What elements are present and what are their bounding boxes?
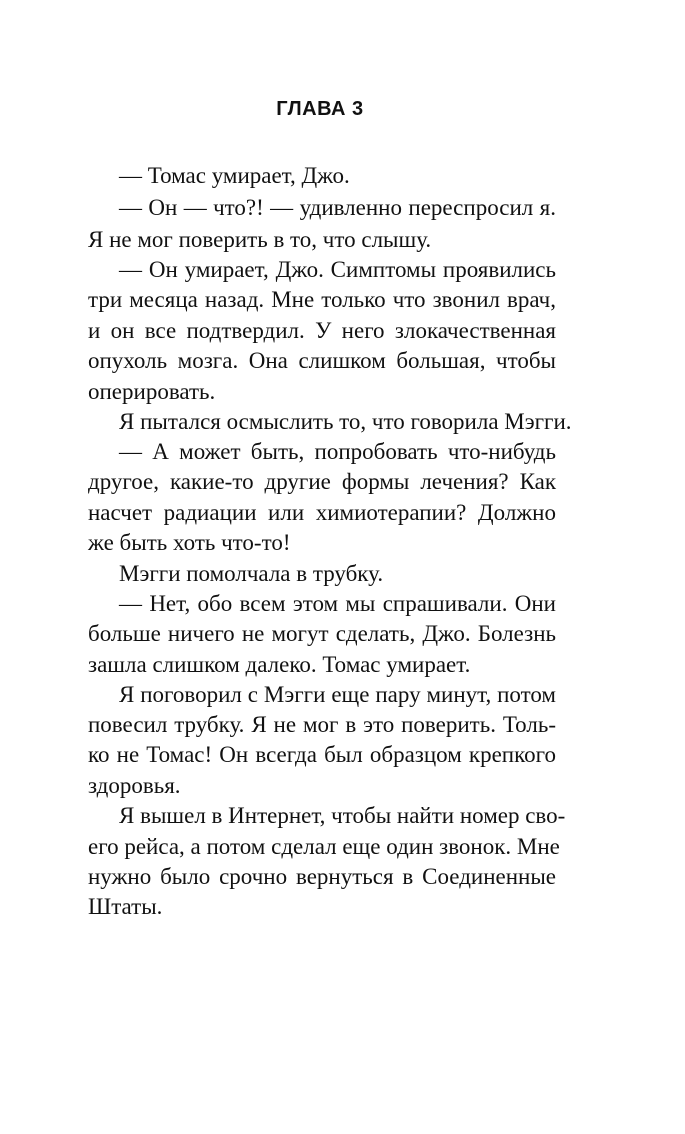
text-line: — Нет, обо всем этом мы спрашивали. Они bbox=[119, 591, 556, 616]
text-line: — Он умирает, Джо. Симптомы проявились bbox=[119, 257, 556, 282]
text-line: — Он — что?! — удивленно переспросил я. bbox=[119, 195, 556, 220]
text-line: — А может быть, попробовать что-нибудь bbox=[119, 439, 556, 464]
text-line: Я пытался осмыслить то, что говорила Мэгги. bbox=[119, 409, 572, 434]
text-line: Я поговорил с Мэгги еще пару минут, потом bbox=[119, 682, 556, 707]
text-line: Штаты. bbox=[88, 894, 163, 919]
text-line: его рейса, а потом сделал еще один звонок. Мне bbox=[88, 834, 560, 859]
text-line: оперировать. bbox=[88, 379, 216, 404]
chapter-title: ГЛАВА 3 bbox=[276, 98, 364, 120]
text-line: зашла слишком далеко. Томас умирает. bbox=[88, 652, 471, 677]
text-line: Я не мог поверить в то, что слышу. bbox=[88, 227, 432, 252]
text-line: больше ничего не могут сделать, Джо. Болезнь bbox=[88, 621, 556, 646]
text-line: Мэгги помолчала в трубку. bbox=[119, 561, 384, 586]
text-line: повесил трубку. Я не мог в это поверить. Толь- bbox=[88, 712, 556, 737]
text-line: три месяца назад. Мне только что звонил врач, bbox=[88, 287, 556, 312]
text-line: — Томас умирает, Джо. bbox=[119, 163, 350, 188]
text-line: и он все подтвердил. У него злокачественная bbox=[88, 318, 556, 343]
text-line: насчет радиации или химиотерапии? Должно bbox=[88, 500, 556, 525]
text-line: ко не Томас! Он всегда был образцом крепкого bbox=[88, 742, 556, 767]
text-line: же быть хоть что-то! bbox=[88, 530, 291, 555]
text-line: нужно было срочно вернуться в Соединенные bbox=[88, 864, 556, 889]
text-line: опухоль мозга. Она слишком большая, чтобы bbox=[88, 348, 556, 373]
text-line: здоровья. bbox=[88, 773, 181, 798]
text-line: Я вышел в Интернет, чтобы найти номер сво- bbox=[119, 803, 566, 828]
text-line: другое, какие-то другие формы лечения? Как bbox=[88, 469, 556, 494]
